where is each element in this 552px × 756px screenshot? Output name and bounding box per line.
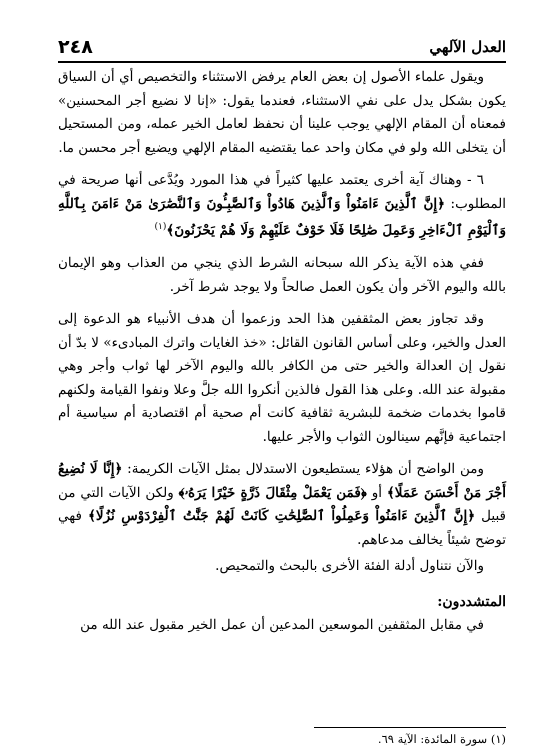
footnote: (١) سورة المائدة: الآية ٦٩.: [377, 732, 506, 746]
quran-verse-kahf-30: ﴿إِنَّا لَا نُضِيعُ أَجْرَ مَنْ أَحْسَنَ عَمَلًا﴾: [58, 461, 507, 501]
main-text: [58, 66, 506, 638]
paragraph-3: ففي هذه الآية يذكر الله سبحانه الشرط الذي ينجي من العذاب وهو الإيمان بالله واليوم الآخر وأن يكون العمل صالحاً ولا يوجد شرط آخر.: [58, 255, 506, 295]
quran-verse-maida-69: ﴿إِنَّ ٱلَّذِينَ ءَامَنُواْ وَٱلَّذِينَ هَادُواْ وَٱلصَّٰبِـُٔونَ وَٱلنَّصَٰرَىٰ مَنْ ءَامَنَ بِٱللَّهِ وَٱلْيَوْمِ ٱلْءَاخِرِ وَعَمِلَ صَٰلِحًا فَلَا خَوْفٌ عَلَيْهِمْ وَلَا هُمْ يَحْزَنُونَ﴾: [58, 195, 506, 239]
paragraph-5-tail: فهي توضح شيئاً يخالف مدعاهم.: [58, 508, 506, 548]
running-header: [58, 36, 506, 58]
conjunction-or: أو: [371, 484, 382, 501]
paragraph-4: وقد تجاوز بعض المثقفين هذا الحد وزعموا أن هدف الأنبياء هو الدعوة إلى العدل والخير، وعلى أساس القانون القائل: «خذ الغايات واترك المبادىء» لا بدّ أن نقول إن العدالة والخير حتى من الكافر بالله واليوم الآخر لها ثواب وأجر وهي مقبولة عند الله. وعلى هذا القول فالذين أنكروا الله جلَّ وعلا ونفوا القيامة ولكنهم قاموا بخدمات ضخمة للبشرية ثقافية كانت أم صحية أم اقتصادية أم سياسية أم اجتماعية فإنَّهم سينالون الثواب والأجر عليها.: [58, 311, 506, 445]
paragraph-1: ويقول علماء الأصول إن بعض العام يرفض الاستثناء والتخصيص أي أن السياق يكون بشكل يدل على نفي الاستثناء، فعندما يقول: «إنا لا نضيع أجر المحسنين» فمعناه أن المقام الإلهي يوجب علينا أن نحفظ لعامل الخير عمله، ومن المستحيل أن يتخلى الله ولو في مكان واحد عما يقتضيه المقام الإلهي ويضيع أجر محسن ما.: [58, 69, 506, 156]
paragraph-5-lead: ومن الواضح أن هؤلاء يستطيعون الاستدلال بمثل الآيات الكريمة:: [127, 461, 484, 477]
paragraph-6: والآن نتناول أدلة الفئة الأخرى بالبحث والتمحيص.: [215, 558, 484, 574]
quran-verse-zalzala-7: ﴿فَمَن يَعْمَلْ مِثْقَالَ ذَرَّةٍ خَيْرًا يَرَهُۥ﴾: [178, 484, 367, 501]
header-rule: [58, 61, 506, 63]
paragraph-5: [58, 458, 506, 552]
paragraph-7: في مقابل المثقفين الموسعين المدعين أن عمل الخير مقبول عند الله من: [80, 617, 484, 633]
section-heading: المتشددون:: [437, 593, 506, 610]
quran-verse-kahf-107: ﴿إِنَّ ٱلَّذِينَ ءَامَنُواْ وَعَمِلُواْ ٱلصَّٰلِحَٰتِ كَانَتْ لَهُمْ جَنَّٰتُ ٱلْفِرْدَوْسِ نُزُلًا﴾: [87, 508, 476, 524]
footnote-rule: [314, 727, 506, 728]
paragraph-2: [58, 169, 506, 243]
page-number: ٢٤٨: [58, 36, 93, 58]
paragraph-2-text: ٦ - وهناك آية أخرى يعتمد عليها كثيراً في هذا المورد ويُدَّعى أنها صريحة في المطلوب:: [58, 172, 506, 212]
footnote-reference: (١): [154, 222, 167, 232]
paragraph-5-but: ولكن الآيات التي من قبيل: [58, 484, 506, 524]
chapter-title: العدل الآلهي: [429, 38, 506, 56]
